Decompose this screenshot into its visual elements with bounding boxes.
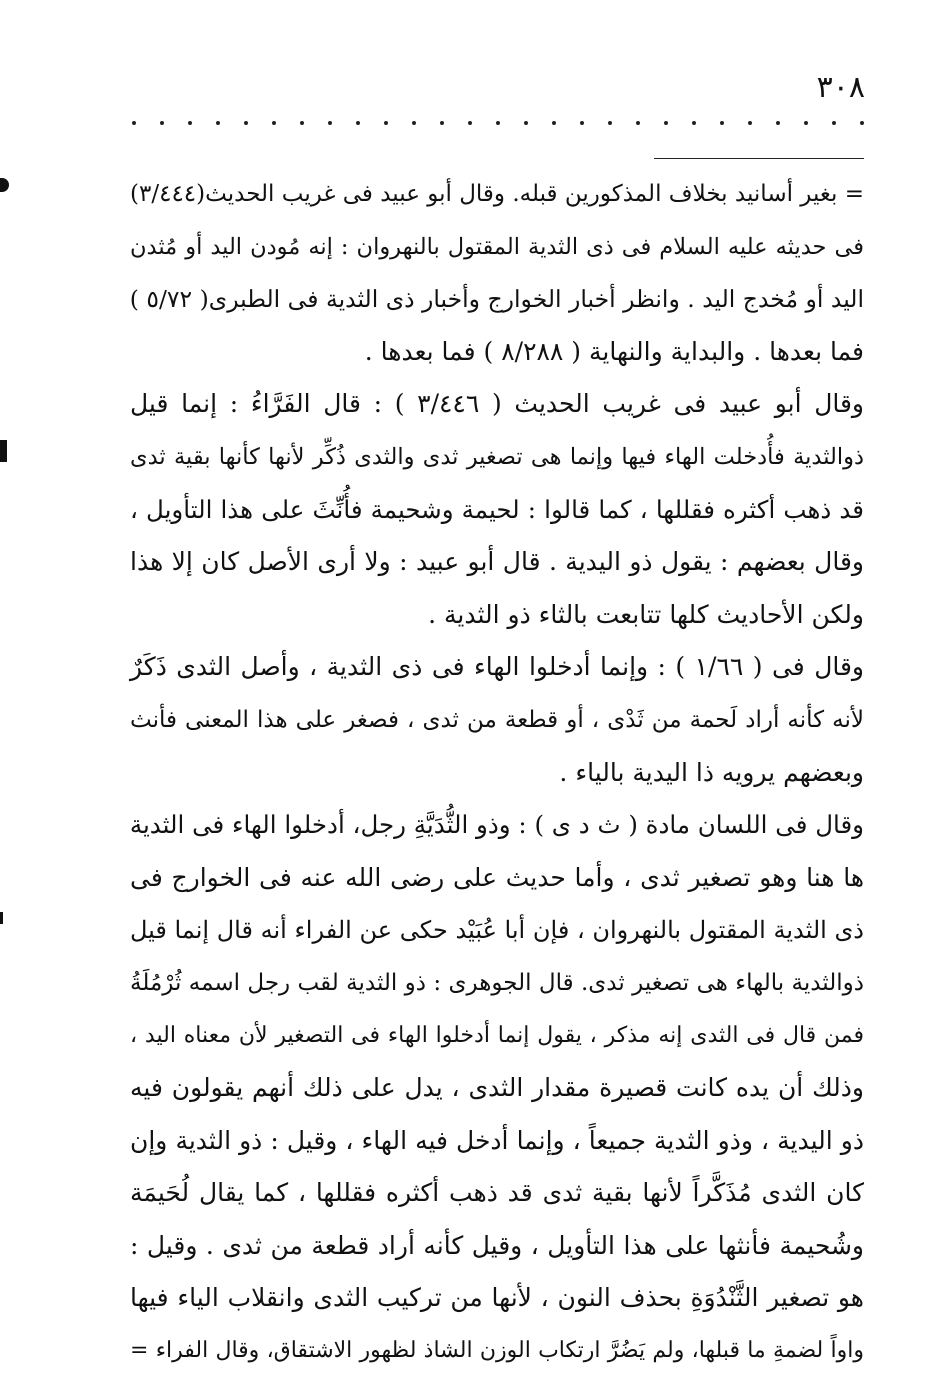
page-number: ٣٠٨	[816, 70, 865, 105]
text-line: وبعضهم يرويه ذا اليدية بالياء .	[559, 757, 864, 787]
text-line: لأنه كأنه أراد لَحمة من ثَدْى ، أو قطعة من ثدى ، فصغر على هذا المعنى فأنث	[130, 706, 864, 733]
text-line: ذو اليدية ، وذو الثدية جميعاً ، وإنما أدخل فيه الهاء ، وقيل : ذو الثدية وإن	[130, 1125, 864, 1155]
text-line: ها هنا وهو تصغير ثدى ، وأما حديث على رضى الله عنه فى الخوارج فى	[130, 862, 864, 892]
text-line: = بغير أسانيد بخلاف المذكورين قبله. وقال أبو عبيد فى غريب الحديث(٣/٤٤٤)	[130, 181, 864, 207]
scan-edge-mark	[0, 178, 9, 192]
footnote-rule	[654, 158, 864, 159]
text-line: ذوالثدية فأُدخلت الهاء فيها وإنما هى تصغير ثدى والثدى ذُكِّر لأنها كأنها بقية ثدى	[130, 443, 864, 470]
scan-edge-mark	[0, 912, 3, 924]
text-line: وشُحيمة فأنثها على هذا التأويل ، وقيل كأنه أراد قطعة من ثدى . وقيل :	[130, 1230, 864, 1260]
text-line: وقال فى اللسان مادة ( ث د ى ) : وذو الثُّدَيَّةِ رجل، أدخلوا الهاء فى الثدية	[129, 810, 864, 840]
text-line: كان الثدى مُذَكَّراً لأنها بقية ثدى قد ذهب أكثره فقللها ، كما يقال لُحَيمَة	[130, 1178, 864, 1208]
text-line: وقال فى ( ١/٦٦ ) : وإنما أدخلوا الهاء فى ذى الثدية ، وأصل الثدى ذَكَرٌ	[130, 652, 864, 682]
text-line: فى حديثه عليه السلام فى ذى الثدية المقتول بالنهروان : إنه مُودن اليد أو مُثدن	[130, 233, 864, 260]
scan-edge-mark	[0, 440, 7, 462]
dotted-separator	[132, 113, 864, 133]
text-line: واواً لضمةِ ما قبلها، ولم يَضُرَّ ارتكاب الوزن الشاذ لظهور الاشتقاق، وقال الفراء =	[130, 1338, 864, 1364]
paragraph	[130, 799, 864, 1378]
text-line: ذوالثدية بالهاء هى تصغير ثدى. قال الجوهرى : ذو الثدية لقب رجل اسمه ثُرْمُلَةُ	[130, 969, 864, 996]
page-body	[130, 168, 864, 1378]
text-line: وقال أبو عبيد فى غريب الحديث ( ٣/٤٤٦ ) : قال الفَرَّاءُ : إنما قيل	[130, 389, 864, 419]
text-line: وذلك أن يده كانت قصيرة مقدار الثدى ، يدل على ذلك أنهم يقولون فيه	[130, 1073, 864, 1103]
text-line: فما بعدها . والبداية والنهاية ( ٨/٢٨٨ ) فما بعدها .	[364, 336, 864, 366]
text-line: اليد أو مُخدج اليد . وانظر أخبار الخوارج وأخبار ذى الثدية فى الطبرى( ٥/٧٢ )	[129, 285, 864, 314]
paragraph	[130, 641, 864, 799]
text-line: وقال بعضهم : يقول ذو اليدية . قال أبو عبيد : ولا أرى الأصل كان إلا هذا	[130, 547, 864, 577]
text-line: ذى الثدية المقتول بالنهروان ، فإن أبا عُبَيْد حكى عن الفراء أنه قال إنما قيل	[130, 916, 864, 945]
text-line: ولكن الأحاديث كلها تتابعت بالثاء ذو الثدية .	[428, 599, 864, 629]
footnote-continuation	[130, 168, 864, 378]
text-line: هو تصغير الثَّنْدُوَةِ بحذف النون ، لأنها من تركيب الثدى وانقلاب الياء فيها	[130, 1283, 864, 1313]
paragraph	[130, 378, 864, 641]
text-line: قد ذهب أكثره فقللها ، كما قالوا : لحيمة وشحيمة فأُنِّثَ على هذا التأويل ،	[130, 494, 864, 524]
text-line: فمن قال فى الثدى إنه مذكر ، يقول إنما أدخلوا الهاء فى التصغير لأن معناه اليد ،	[130, 1022, 864, 1048]
